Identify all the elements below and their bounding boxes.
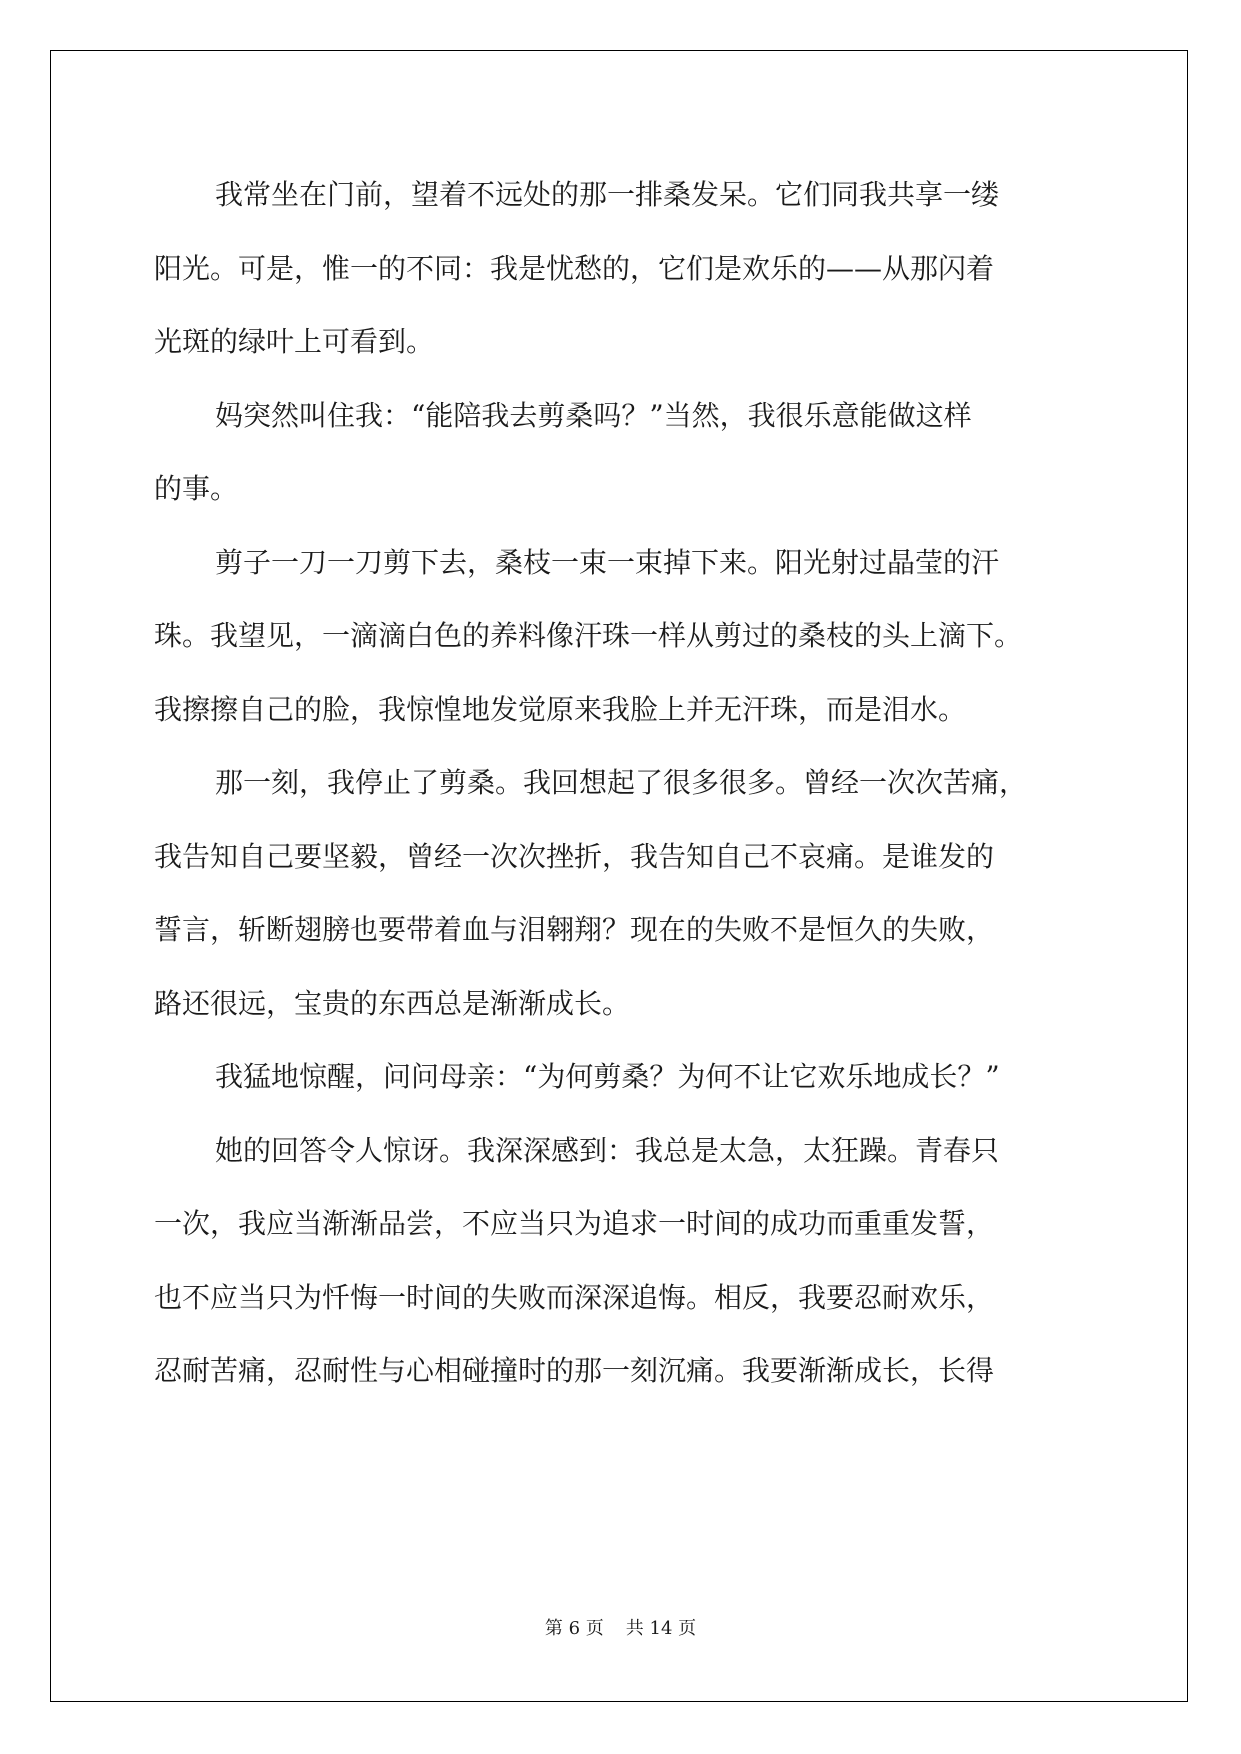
page-number: 第 6 页	[544, 1618, 604, 1639]
paragraph-6-line-4: 忍耐苦痛，忍耐性与心相碰撞时的那一刻沉痛。我要渐渐成长，长得	[154, 1354, 995, 1387]
paragraph-4-line-2: 我告知自己要坚毅，曾经一次次挫折，我告知自己不哀痛。是谁发的	[154, 839, 995, 873]
paragraph-1-line-2: 阳光。可是，惟一的不同：我是忧愁的，它们是欢乐的——从那闪着	[154, 251, 995, 285]
paragraph-4-line-1: 那一刻，我停止了剪桑。我回想起了很多很多。曾经一次次苦痛，	[215, 766, 1028, 799]
paragraph-3-line-2: 珠。我望见，一滴滴白色的养料像汗珠一样从剪过的桑枝的头上滴下。	[154, 619, 1023, 652]
page-footer	[0, 1614, 1241, 1640]
paragraph-4-line-3: 誓言，斩断翅膀也要带着血与泪翱翔？现在的失败不是恒久的失败，	[154, 913, 995, 946]
paragraph-6-line-3: 也不应当只为忏悔一时间的失败而深深追悔。相反，我要忍耐欢乐，	[154, 1280, 995, 1314]
paragraph-1-line-1: 我常坐在门前，望着不远处的那一排桑发呆。它们同我共享一缕	[215, 178, 1000, 211]
paragraph-2-line-2: 的事。	[154, 472, 239, 505]
paragraph-3-line-3: 我擦擦自己的脸，我惊惶地发觉原来我脸上并无汗珠，而是泪水。	[154, 692, 967, 726]
paragraph-6-line-2: 一次，我应当渐渐品尝，不应当只为追求一时间的成功而重重发誓，	[154, 1207, 995, 1240]
paragraph-6-line-1: 她的回答令人惊讶。我深深感到：我总是太急，太狂躁。青春只	[215, 1133, 1000, 1167]
paragraph-3-line-1: 剪子一刀一刀剪下去，桑枝一束一束掉下来。阳光射过晶莹的汗	[215, 545, 1000, 579]
paragraph-5-line-1: 我猛地惊醒，问问母亲：“为何剪桑？为何不让它欢乐地成长？”	[215, 1060, 1000, 1093]
paragraph-4-line-4: 路还很远，宝贵的东西总是渐渐成长。	[154, 986, 631, 1020]
paragraph-1-line-3: 光斑的绿叶上可看到。	[154, 325, 435, 358]
paragraph-2-line-1: 妈突然叫住我：“能陪我去剪桑吗？”当然，我很乐意能做这样	[215, 398, 972, 432]
document-body	[154, 158, 1102, 1408]
page-total: 共 14 页	[625, 1618, 697, 1639]
